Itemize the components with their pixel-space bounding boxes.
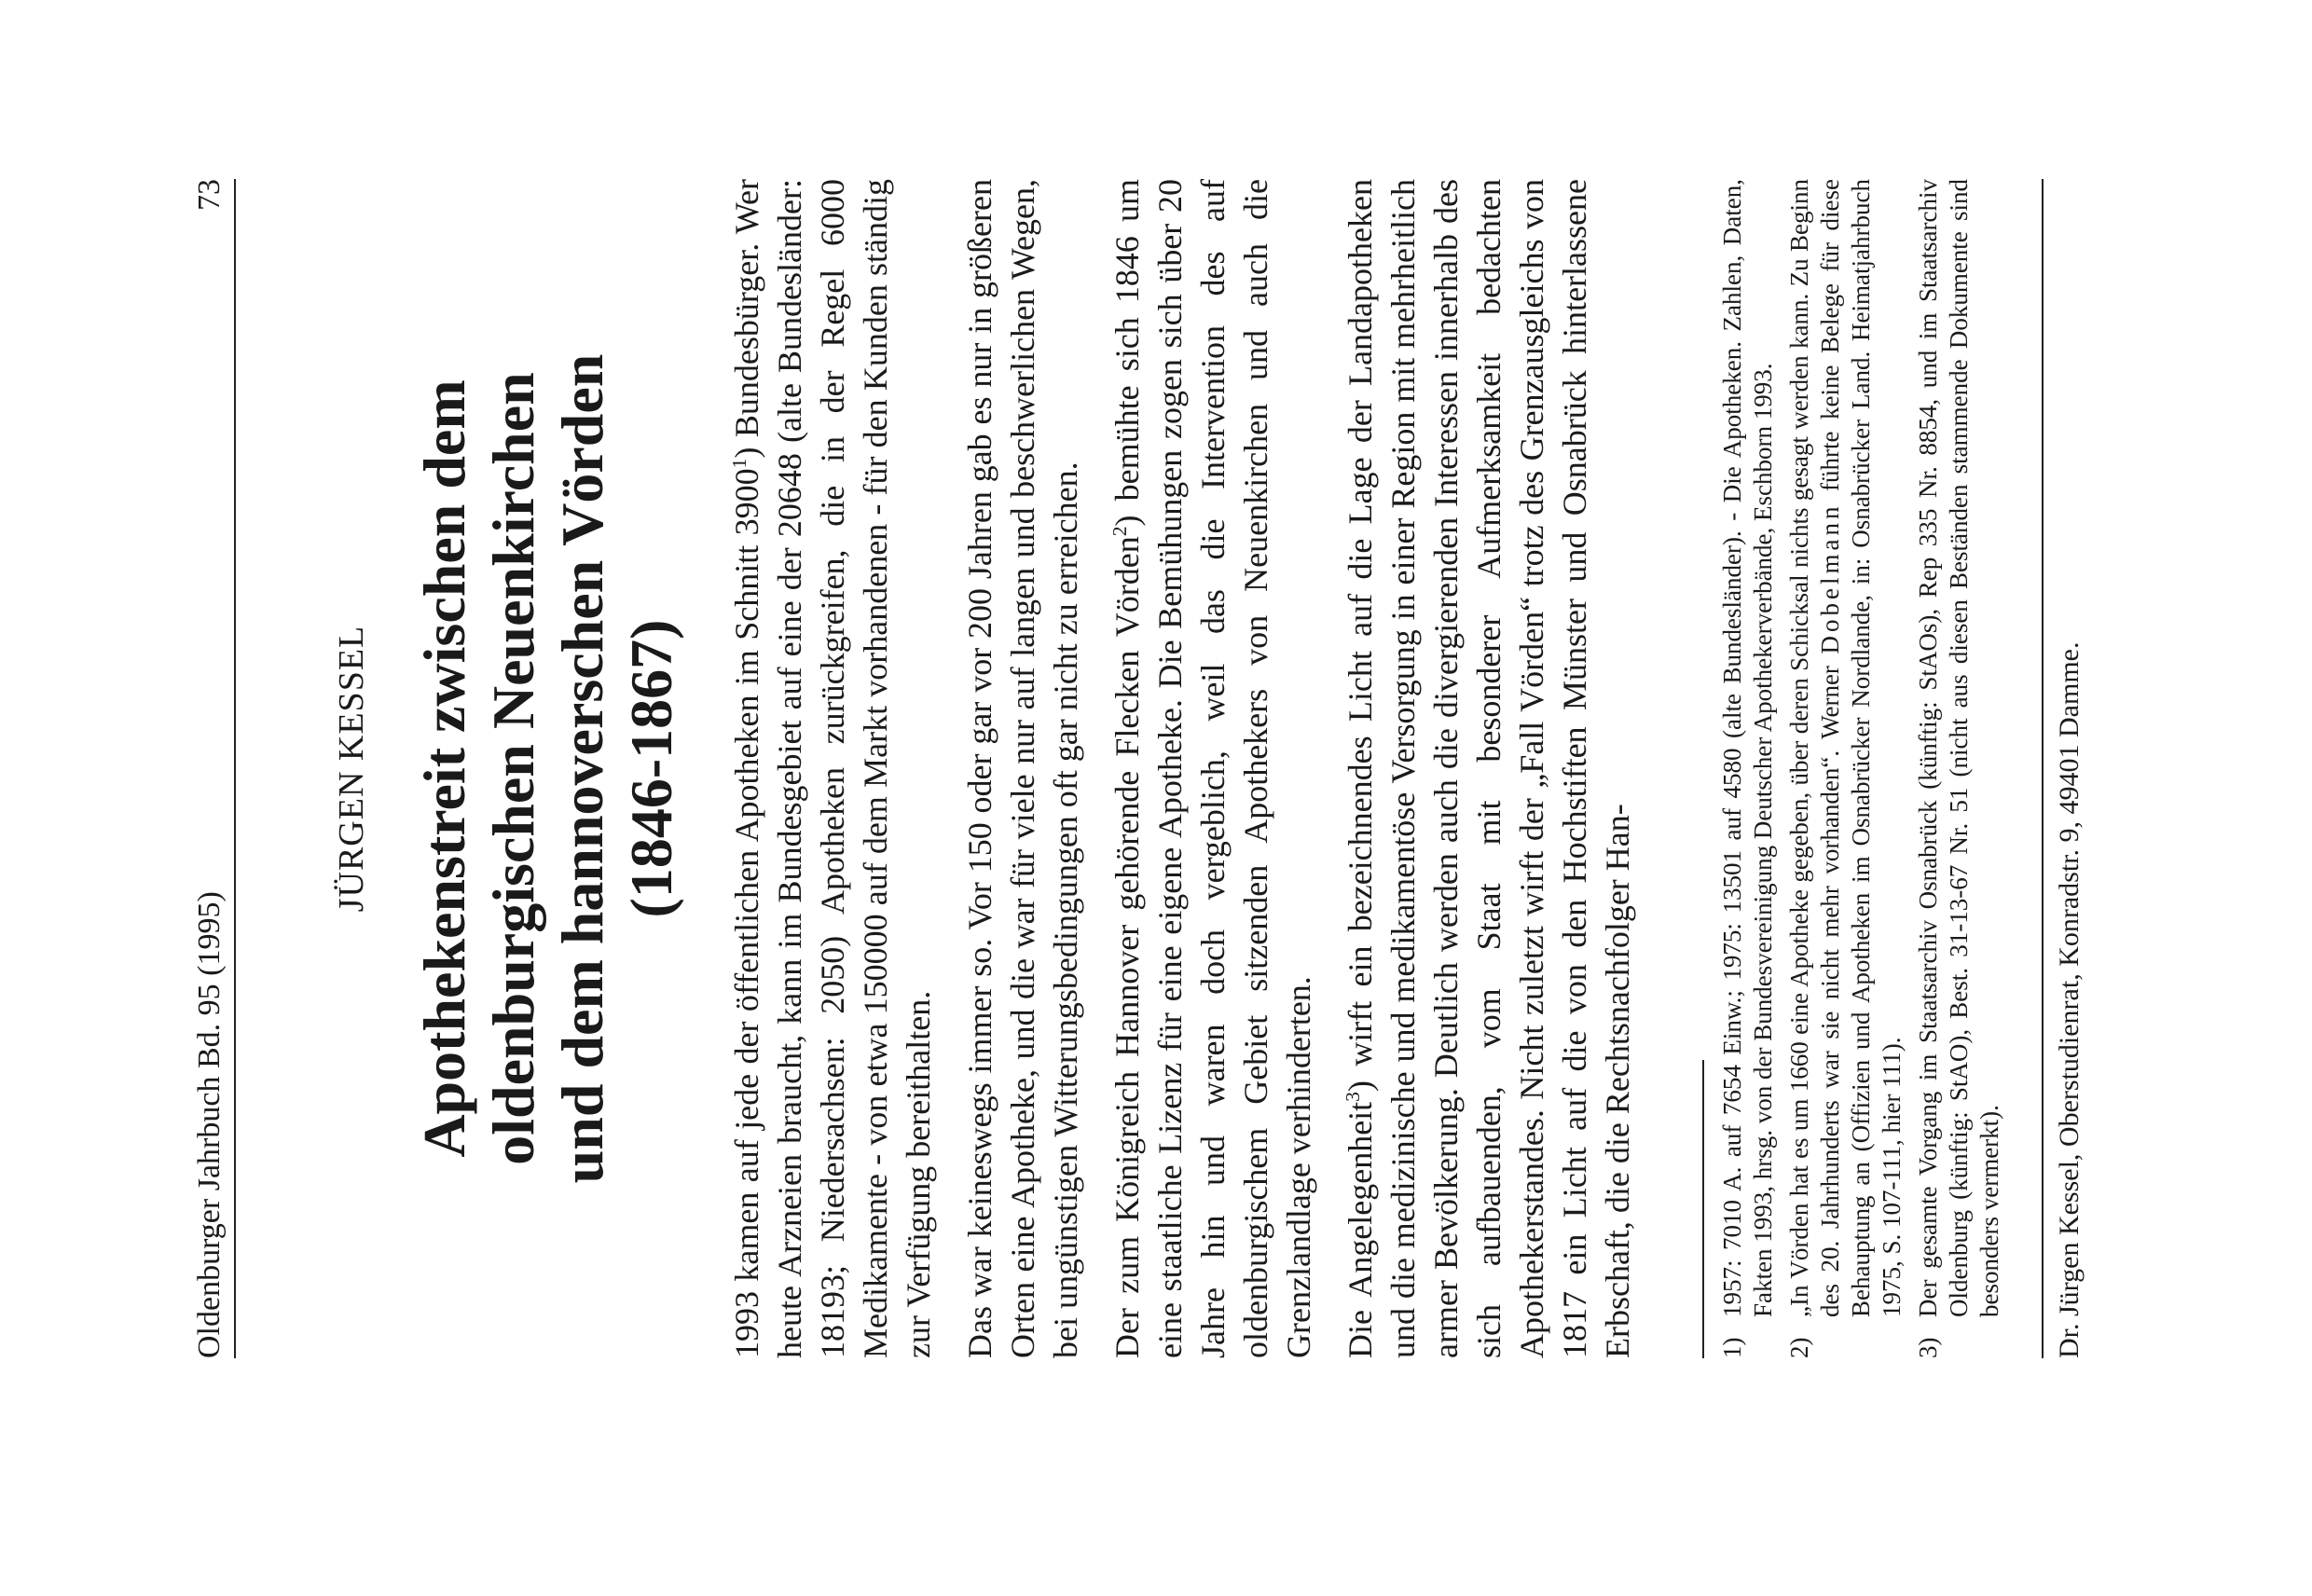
footnote-text: 1957: 7010 A. auf 7654 Einw.; 1975: 13501 auf 4580 (alte Bundesländer). - Die Apotheken. Zahlen, Daten, Fakten 1993, hrsg. von der Bundesvereinigung Deutscher Apothekerverbände, Eschborn 1993. [1718,179,1777,1317]
paragraph-1: 1993 kamen auf jede der öffentlichen Apotheken im Schnitt 3900$^1$) Bundesbürger. Wer heute Arzneien braucht, kann im Bundesgebiet auf eine der 20648 (alte Bundesländer: 18193; Niedersachsen: 2050) Apotheken zurückgreifen, die in der Regel 6000 Medikamente - von etwa 150000 auf dem Markt vorhandenen - für den Kunden ständig zur Verfügung bereithalten. [728,179,937,1358]
article-author: JÜRGEN KESSEL [332,625,371,913]
footnote-author-name: Dobelmann [1816,502,1844,654]
title-line-4: (1846-1867) [618,619,684,918]
footnote-1 [1717,179,1779,1358]
footnote-text: Der gesamte Vorgang im Staatsarchiv Osnabrück (künftig: StAOs), Rep 335 Nr. 8854, und im Staatsarchiv Oldenburg (künftig: StAO), Best. 31-13-67 Nr. 51 (nicht aus diesen Beständen stammende Dokumente sind besonders vermerkt). [1914,179,2003,1317]
footnote-2 [1784,179,1907,1358]
footnote-mark: 1) [1718,1337,1746,1358]
footnote-3 [1913,179,2005,1358]
page-number: 73 [192,179,227,211]
paragraph-4: Die Angelegenheit$^3$) wirft ein bezeichnendes Licht auf die Lage der Landapotheken und die medizinische und medikamentöse Versorgung in einer Region mit mehrheitlich armer Bevölkerung. Deutlich werden auch die divergierenden Interessen innerhalb des sich aufbauenden, vom Staat mit besonderer Aufmerksamkeit bedachten Apothekerstandes. Nicht zuletzt wirft der „Fall Vörden“ trotz des Grenzausgleichs von 1817 ein Licht auf die von den Hochstiften Münster und Osnabrück hinterlassene Erbschaft, die die Rechtsnachfolger Han- [1342,179,1636,1358]
paragraph-3: Der zum Königreich Hannover gehörende Flecken Vörden$^2$) bemühte sich 1846 um eine staatliche Lizenz für eine eigene Apotheke. Die Bemühungen zogen sich über 20 Jahre hin und waren doch vergeblich, weil das die Intervention des auf oldenburgischem Gebiet sitzenden Apothekers von Neuenkirchen und auch die Grenzlandlage verhinderten. [1108,179,1317,1358]
address-divider [2042,179,2044,1358]
footnote-ref-3: 3 [1342,1092,1364,1102]
footnote-ref-1: 1 [728,458,750,469]
article-body [725,179,1658,1358]
title-line-3: und dem hannoverschen Vörden [549,353,615,1184]
footnote-ref-2: 2 [1108,526,1131,537]
footnote-mark: 3) [1914,1337,1942,1358]
author-address: Dr. Jürgen Kessel, Oberstudienrat, Konradstr. 9, 49401 Damme. [2054,641,2085,1358]
footnotes [1717,179,2011,1358]
title-line-1: Apothekenstreit zwischen dem [411,379,477,1158]
paragraph-2: Das war keineswegs immer so. Vor 150 oder gar vor 200 Jahren gab es nur in größeren Orten eine Apotheke, und die war für viele nur auf langen und beschwerlichen Wegen, bei ungünstigen Witterungsbedingungen oft gar nicht zu erreichen. [961,179,1084,1358]
article-title [410,179,686,1358]
title-line-2: oldenburgischen Neuenkirchen [480,372,546,1165]
footnote-mark: 2) [1785,1337,1813,1358]
footnote-text: „In Vörden hat es um 1660 eine Apotheke gegeben, über deren Schicksal nichts gesagt werden kann. Zu Beginn des 20. Jahrhunderts war sie nicht mehr vorhanden“. Werner Dobelmann führte keine Belege für diese Behauptung an (Offizien und Apotheken im Osnabrücker Nordlande, in: Osnabrücker Land. Heimatjahrbuch 1975, S. 107-111, hier 111). [1785,178,1906,1317]
footnote-divider [1702,1060,1704,1358]
running-head [191,179,236,1358]
journal-title: Oldenburger Jahrbuch Bd. 95 (1995) [192,891,227,1358]
